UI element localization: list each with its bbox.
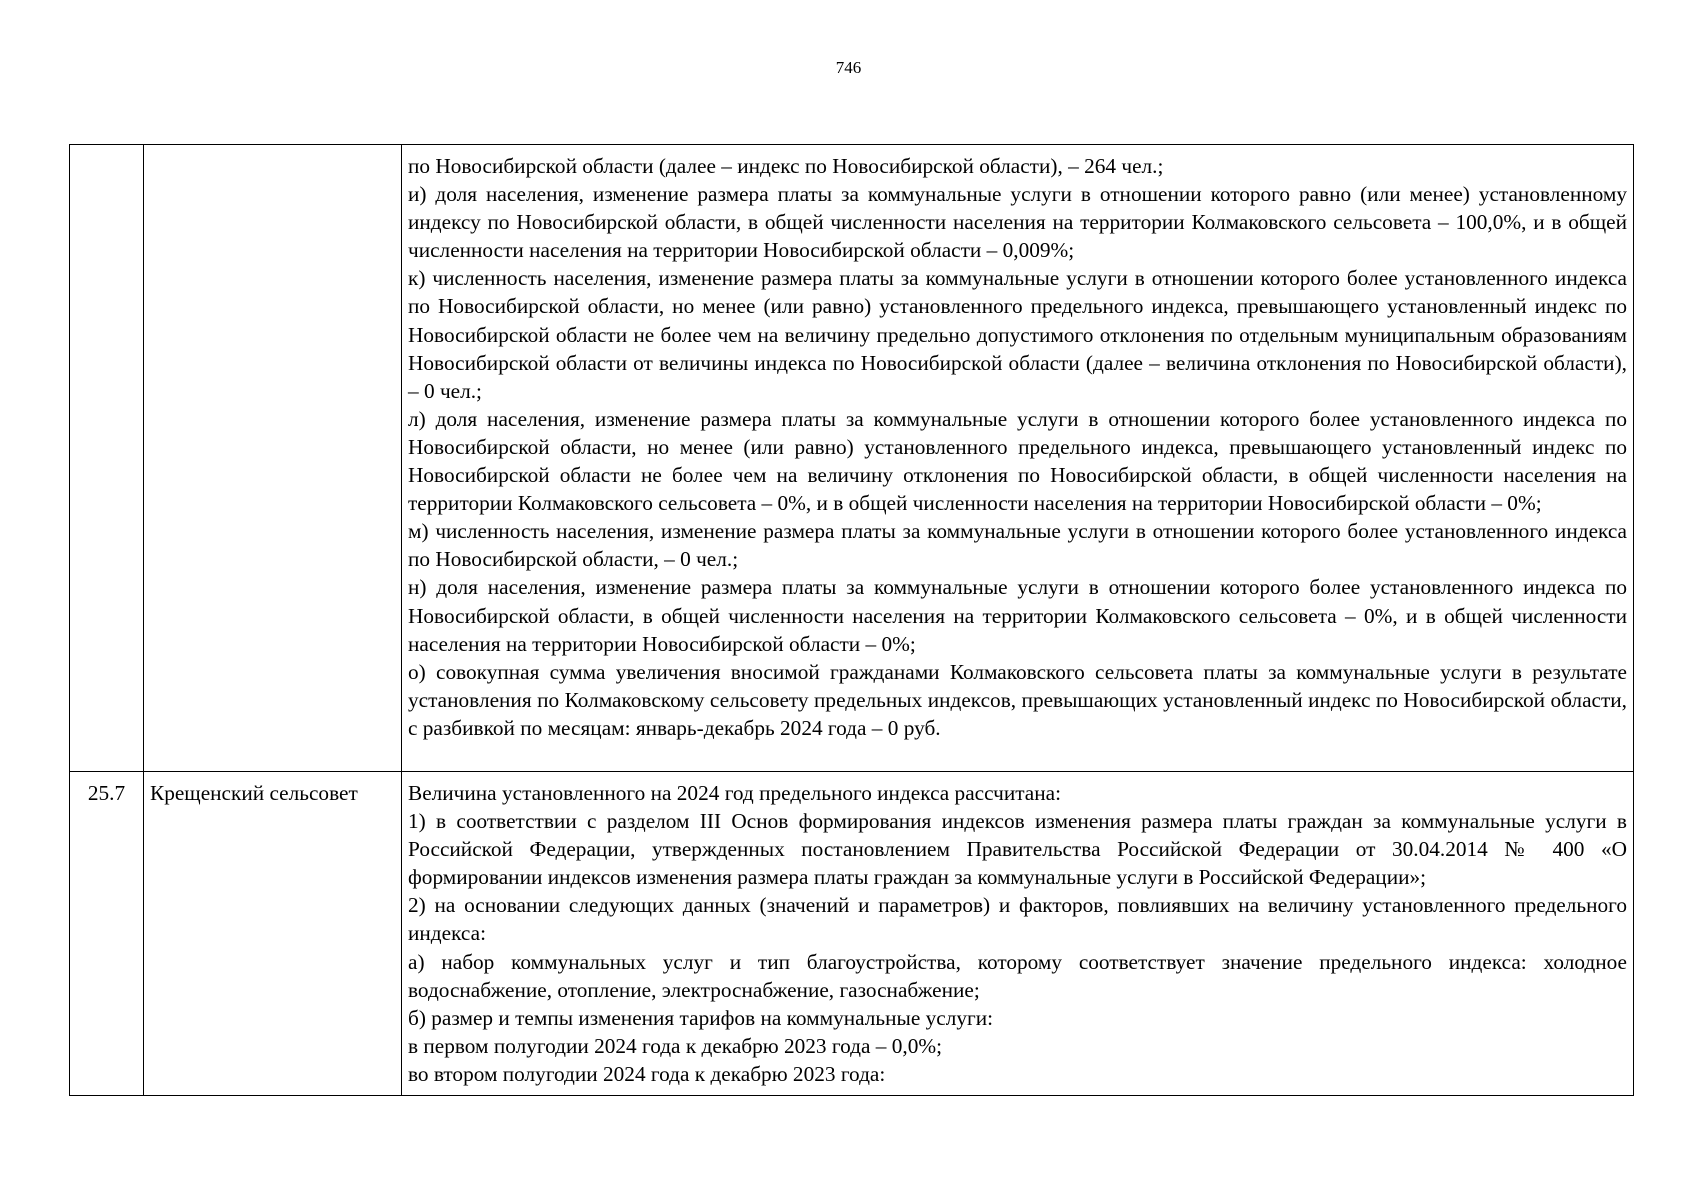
document-table	[69, 144, 1634, 1096]
paragraph: а) набор коммунальных услуг и тип благоустройства, которому соответствует значение предельного индекса: холодное водоснабжение, отопление, электроснабжение, газоснабжение;	[408, 949, 1627, 1002]
paragraph: и) доля населения, изменение размера платы за коммунальные услуги в отношении которого равно (или менее) установленному индексу по Новосибирской области, в общей численности населения на территории Колмаковского сельсовета – 100,0%, и в общей численности населения на территории Новосибирской области – 0,009%;	[408, 182, 1627, 263]
paragraph: во втором полугодии 2024 года к декабрю 2023 года:	[408, 1061, 886, 1086]
row-number-cell: 25.7	[70, 772, 144, 1096]
description-cell	[402, 772, 1634, 1096]
paragraph: н) доля населения, изменение размера платы за коммунальные услуги в отношении которого более установленного индекса по Новосибирской области, в общей численности населения на территории Колмаковского сельсовета – 0%, и в общей численности населения на территории Новосибирской области – 0%;	[408, 575, 1627, 656]
paragraph: б) размер и темпы изменения тарифов на коммунальные услуги:	[408, 1005, 994, 1030]
page-number: 746	[835, 58, 862, 77]
municipality-name-cell	[144, 145, 402, 772]
table-row	[70, 145, 1634, 772]
paragraph: Величина установленного на 2024 год предельного индекса рассчитана:	[408, 781, 1062, 805]
description-cell	[402, 145, 1634, 772]
row-number-cell	[70, 145, 144, 772]
paragraph: 2) на основании следующих данных (значений и параметров) и факторов, повлиявших на величину установленного предельного индекса:	[408, 893, 1627, 946]
table-row	[70, 772, 1634, 1096]
paragraph: 1) в соответствии с разделом III Основ формирования индексов изменения размера платы граждан за коммунальные услуги в Российской Федерации, утвержденных постановлением Правительства Российской Федерации от 30.04.2014 № 400 «О формировании индексов изменения размера платы граждан за коммунальные услуги в Российской Федерации»;	[408, 809, 1627, 890]
paragraph: м) численность населения, изменение размера платы за коммунальные услуги в отношении которого более установленного индекса по Новосибирской области, – 0 чел.;	[408, 519, 1627, 572]
paragraph: о) совокупная сумма увеличения вносимой гражданами Колмаковского сельсовета платы за коммунальные услуги в результате установления по Колмаковскому сельсовету предельных индексов, превышающих установленный индекс по Новосибирской области, с разбивкой по месяцам: январь-декабрь 2024 года – 0 руб.	[408, 659, 1627, 740]
paragraph: л) доля населения, изменение размера платы за коммунальные услуги в отношении которого более установленного индекса по Новосибирской области, но менее (или равно) установленного предельного индекса, превышающего установленный индекс по Новосибирской области не более чем на величину отклонения по Новосибирской области, в общей численности населения на территории Колмаковского сельсовета – 0%, и в общей численности населения на территории Новосибирской области – 0%;	[408, 406, 1627, 516]
paragraph: в первом полугодии 2024 года к декабрю 2023 года – 0,0%;	[408, 1033, 943, 1058]
paragraph: к) численность населения, изменение размера платы за коммунальные услуги в отношении которого более установленного индекса по Новосибирской области, но менее (или равно) установленного предельного индекса, превышающего установленный индекс по Новосибирской области не более чем на величину предельно допустимого отклонения по отдельным муниципальным образованиям Новосибирской области от величины индекса по Новосибирской области (далее – величина отклонения по Новосибирской области), – 0 чел.;	[408, 266, 1627, 403]
paragraph: по Новосибирской области (далее – индекс по Новосибирской области), – 264 чел.;	[408, 154, 1164, 178]
municipality-name-cell: Крещенский сельсовет	[144, 772, 402, 1096]
